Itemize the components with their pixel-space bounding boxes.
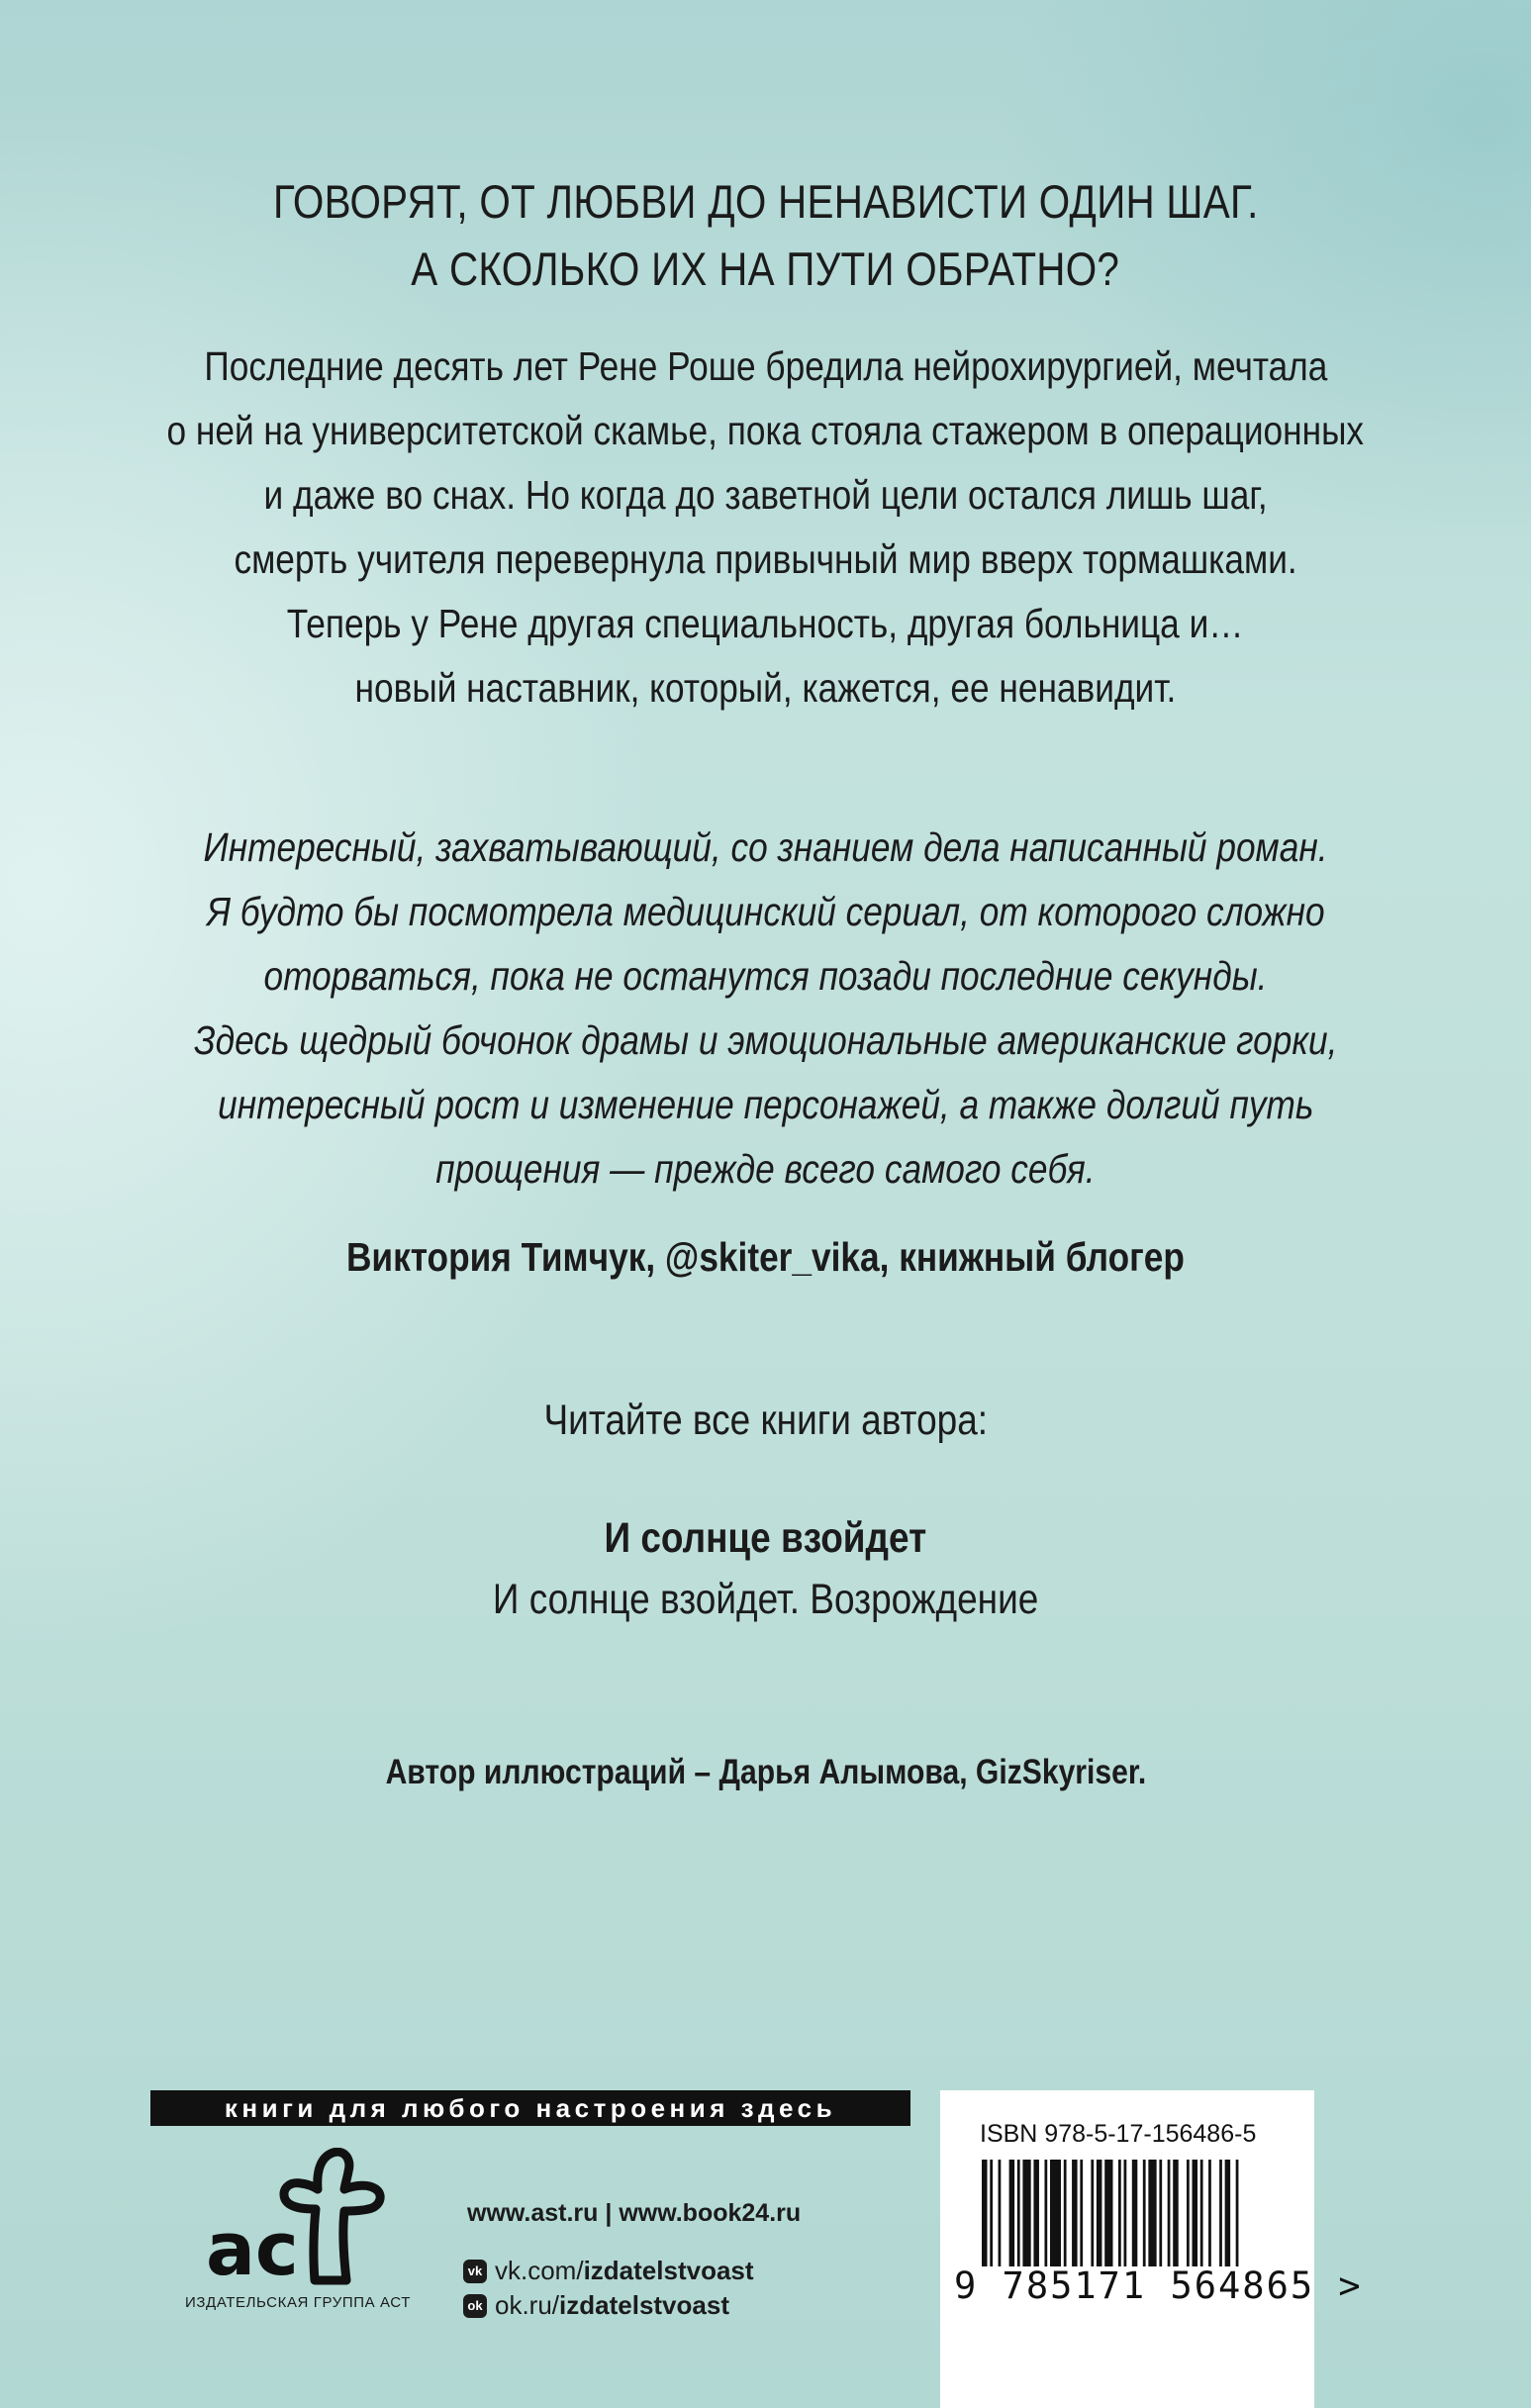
book-title-text: И солнце взойдет bbox=[604, 1514, 927, 1562]
barcode-bar bbox=[1017, 2160, 1020, 2266]
vk-link-prefix: vk.com/ bbox=[495, 2256, 584, 2285]
book-title bbox=[0, 1570, 1531, 1629]
barcode-bar bbox=[1064, 2160, 1067, 2266]
ast-logo bbox=[198, 2148, 396, 2286]
headline bbox=[0, 168, 1531, 303]
other-books-heading bbox=[0, 1391, 1531, 1450]
vk-link-handle: izdatelstvoast bbox=[583, 2256, 754, 2285]
barcode-bar bbox=[1159, 2160, 1162, 2266]
barcode-bar bbox=[1132, 2160, 1138, 2266]
ok-link-prefix: ok.ru/ bbox=[495, 2290, 560, 2320]
barcode-bar bbox=[1193, 2160, 1198, 2266]
publisher-name: ИЗДАТЕЛЬСКАЯ ГРУППА АСТ bbox=[185, 2294, 411, 2311]
barcode-bar bbox=[1044, 2160, 1047, 2266]
barcode-bar bbox=[990, 2160, 993, 2266]
barcode-bar bbox=[1236, 2160, 1239, 2266]
review-line: Я будто бы посмотрела медицинский сериал, от которого сложно bbox=[206, 889, 1325, 934]
ok-link-handle: izdatelstvoast bbox=[559, 2290, 729, 2320]
other-books-heading-text: Читайте все книги автора: bbox=[543, 1397, 988, 1444]
vk-link[interactable] bbox=[463, 2256, 754, 2286]
vk-icon: vk bbox=[463, 2260, 487, 2283]
barcode-box bbox=[940, 2090, 1363, 2408]
isbn-text: ISBN 978-5-17-156486-5 bbox=[980, 2120, 1257, 2148]
blurb-line: Последние десять лет Рене Роше бредила нейрохирургией, мечтала bbox=[204, 343, 1327, 389]
barcode-bar bbox=[1124, 2160, 1127, 2266]
review-quote bbox=[0, 816, 1531, 1202]
barcode-bar bbox=[1225, 2160, 1231, 2266]
barcode-bar bbox=[1173, 2160, 1179, 2266]
book-title-text: И солнце взойдет. Возрождение bbox=[492, 1576, 1039, 1623]
blurb-line: и даже во снах. Но когда до заветной цели остался лишь шаг, bbox=[263, 472, 1268, 518]
barcode-bar bbox=[1143, 2160, 1146, 2266]
blurb-line: Теперь у Рене другая специальность, другая больница и… bbox=[287, 601, 1244, 646]
ok-icon: ok bbox=[463, 2294, 487, 2318]
blurb-line: новый наставник, который, кажется, ее ненавидит. bbox=[354, 665, 1177, 711]
barcode-bar bbox=[1050, 2160, 1061, 2266]
review-line: прощения — прежде всего самого себя. bbox=[435, 1146, 1096, 1192]
barcode-bar bbox=[999, 2160, 1002, 2266]
barcode-bar bbox=[1072, 2160, 1078, 2266]
review-author: Виктория Тимчук, @skiter_vika, книжный блогер bbox=[345, 1234, 1185, 1280]
barcode-bar bbox=[1148, 2160, 1156, 2266]
barcode-bar bbox=[1009, 2160, 1015, 2266]
isbn-digits: 9 785171 564865 > bbox=[954, 2264, 1363, 2307]
blurb-line: смерть учителя перевернула привычный мир вверх тормашками. bbox=[234, 536, 1297, 582]
blurb bbox=[0, 335, 1531, 721]
barcode-bar bbox=[1168, 2160, 1171, 2266]
slogan-bar: книги для любого настроения здесь bbox=[150, 2090, 910, 2126]
barcode-bar bbox=[1097, 2160, 1102, 2266]
review-line: интересный рост и изменение персонажей, а также долгий путь bbox=[217, 1082, 1314, 1127]
review-line: Интересный, захватывающий, со знанием дела написанный роман. bbox=[203, 824, 1328, 870]
barcode-bar bbox=[1118, 2160, 1121, 2266]
barcode bbox=[940, 2090, 1314, 2408]
headline-line: ГОВОРЯТ, ОТ ЛЮБВИ ДО НЕНАВИСТИ ОДИН ШАГ. bbox=[272, 175, 1259, 228]
ast-logo-icon bbox=[198, 2148, 396, 2286]
barcode-bar bbox=[1219, 2160, 1222, 2266]
barcode-bar bbox=[1091, 2160, 1094, 2266]
review-attribution bbox=[0, 1227, 1531, 1287]
blurb-line: о ней на университетской скамье, пока стояла стажером в операционных bbox=[166, 408, 1365, 453]
barcode-bar bbox=[1200, 2160, 1203, 2266]
barcode-bar bbox=[1022, 2160, 1030, 2266]
logo-text: ас bbox=[206, 2207, 299, 2286]
illustrator-credit bbox=[0, 1746, 1531, 1799]
barcode-bar bbox=[1187, 2160, 1190, 2266]
website-links[interactable]: www.ast.ru | www.book24.ru bbox=[467, 2199, 802, 2227]
illustrator-credit-text: Автор иллюстраций – Дарья Алымова, GizSkyriser. bbox=[385, 1753, 1146, 1791]
book-title bbox=[0, 1508, 1531, 1568]
review-line: оторваться, пока не останутся позади последние секунды. bbox=[263, 953, 1268, 999]
review-line: Здесь щедрый бочонок драмы и эмоциональные американские горки, bbox=[193, 1017, 1338, 1063]
ok-link[interactable] bbox=[463, 2290, 729, 2321]
barcode-bar bbox=[1104, 2160, 1112, 2266]
barcode-bar bbox=[1208, 2160, 1211, 2266]
barcode-bar bbox=[1033, 2160, 1039, 2266]
barcode-bar bbox=[982, 2160, 988, 2266]
barcode-bar bbox=[1080, 2160, 1083, 2266]
headline-line: А СКОЛЬКО ИХ НА ПУТИ ОБРАТНО? bbox=[411, 242, 1120, 295]
